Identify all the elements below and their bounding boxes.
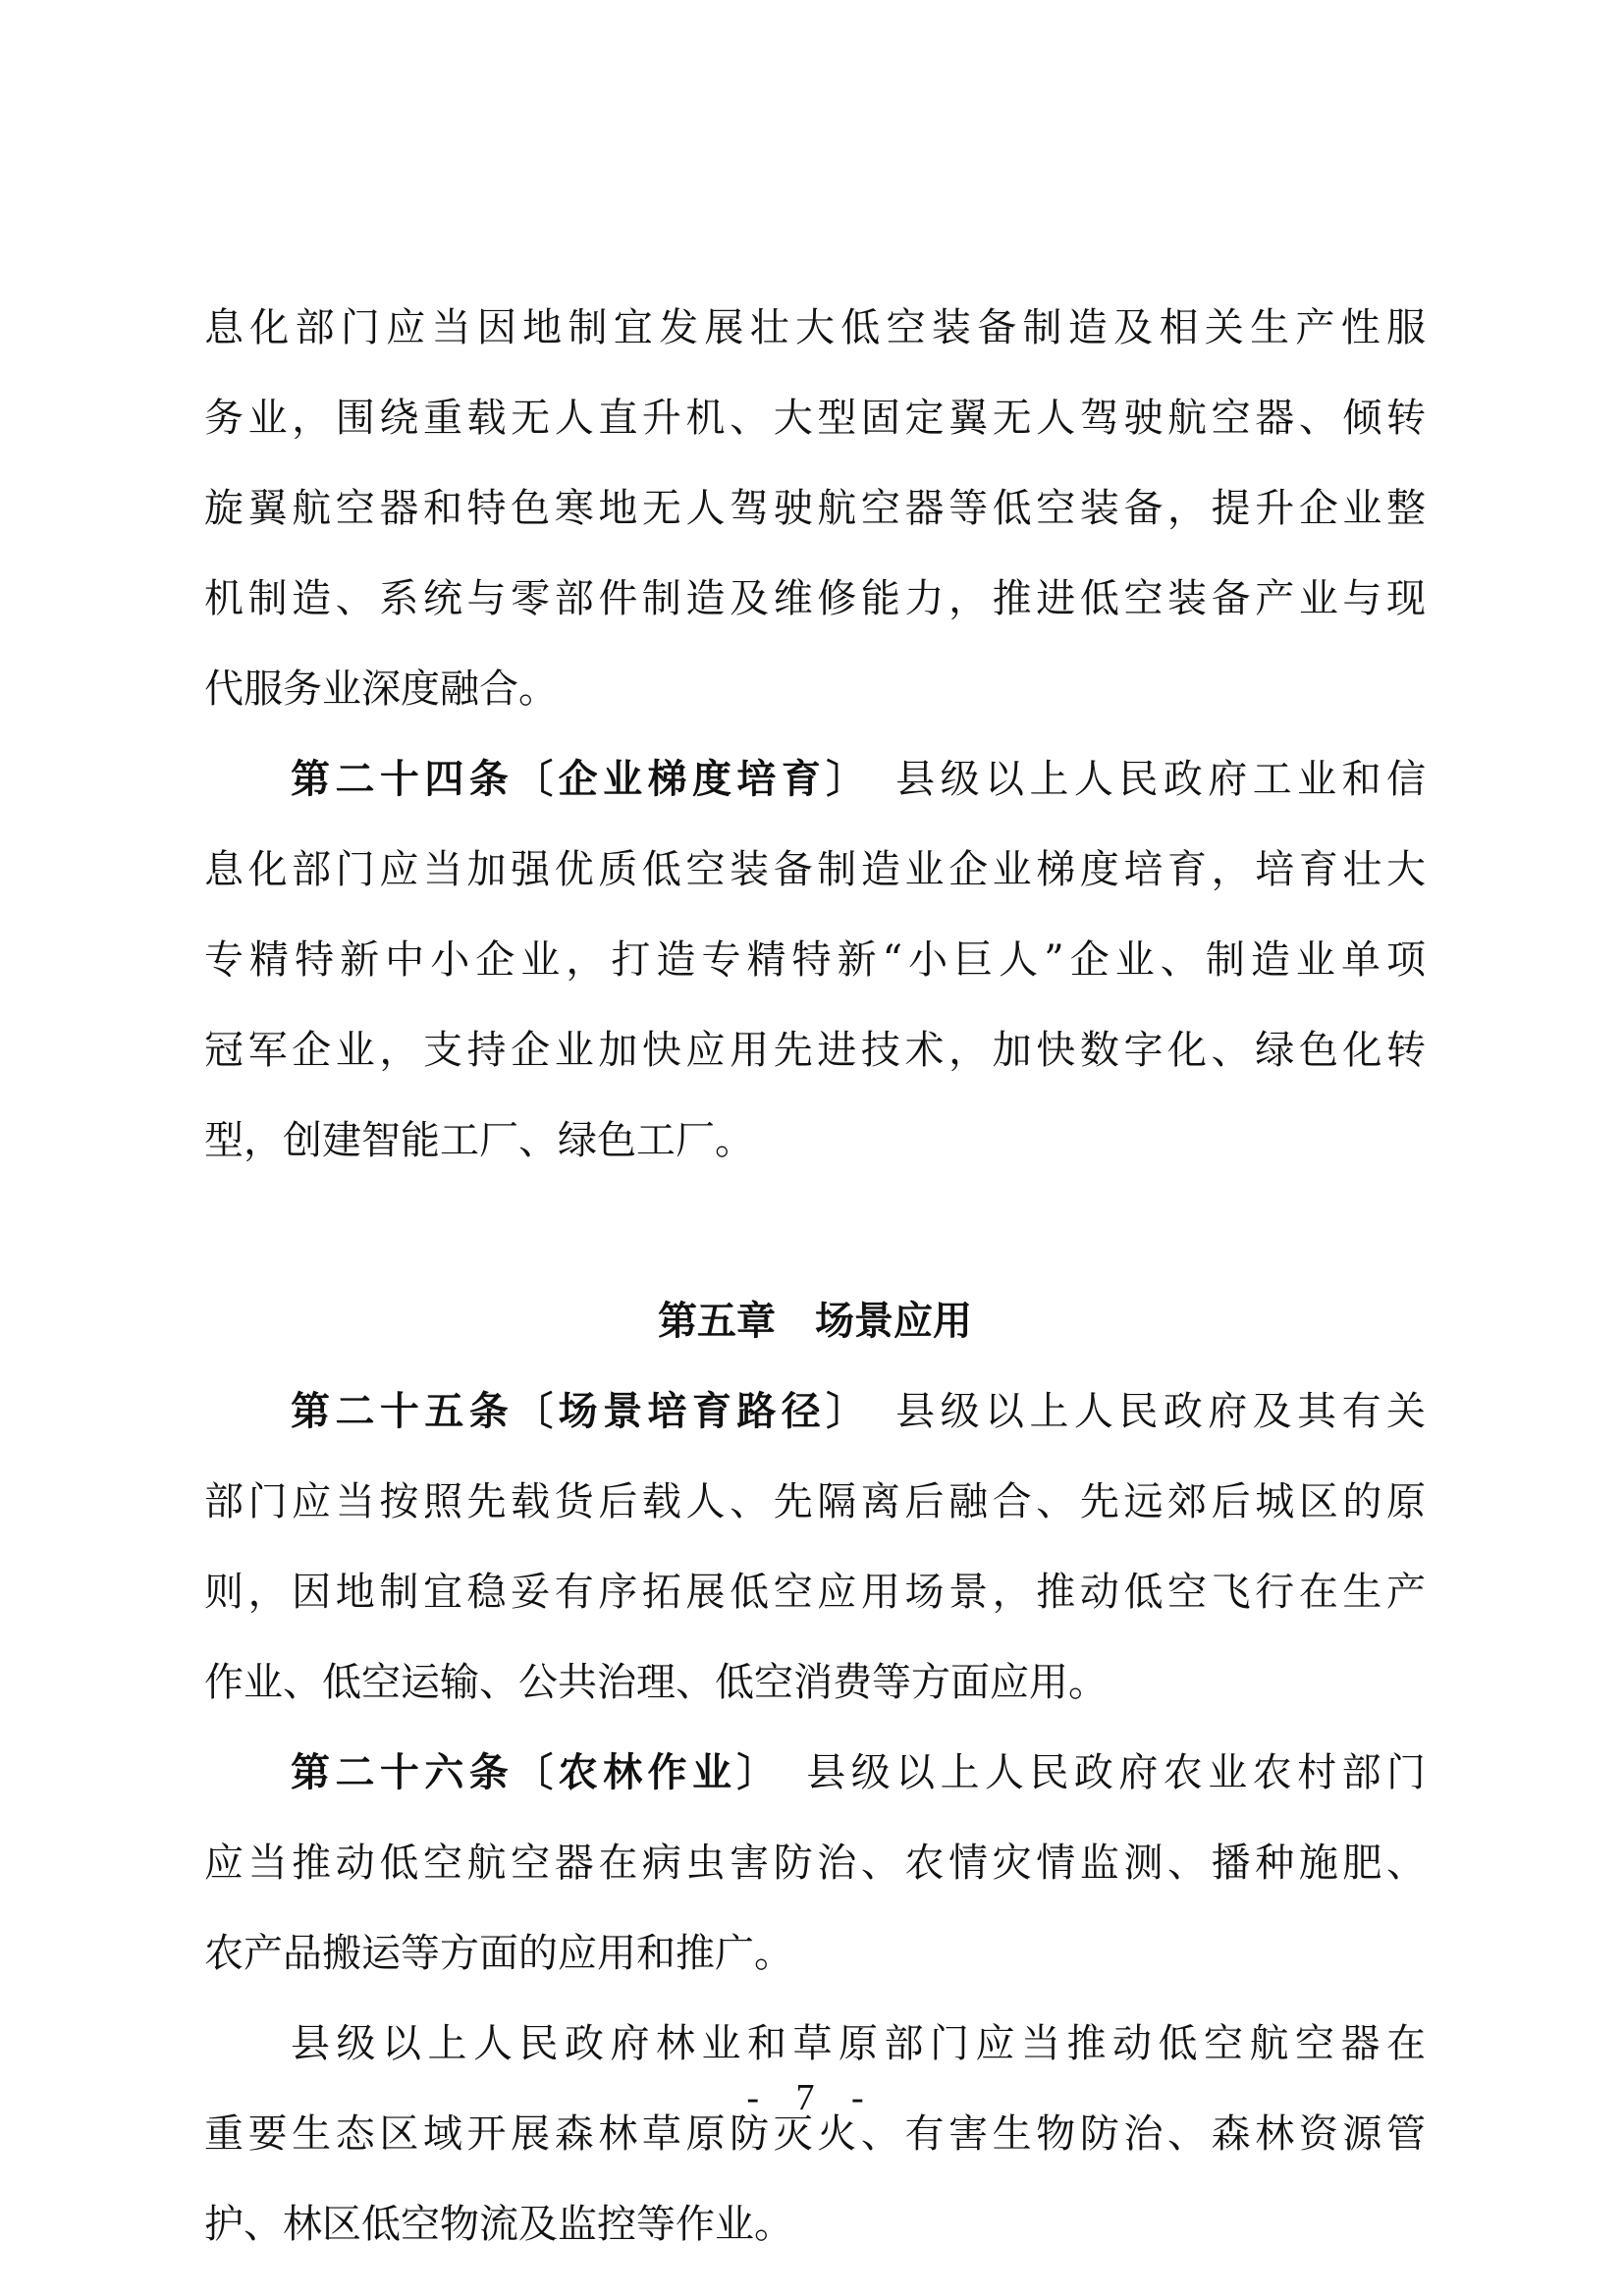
article-text: 县级以上人民政府及其有关 xyxy=(850,1389,1427,1434)
document-body xyxy=(204,283,1426,2269)
article-first-line xyxy=(204,1728,1426,1818)
text-line: 县级以上人民政府林业和草原部门应当推动低空航空器在 xyxy=(291,2021,1426,2066)
paragraph-forestry xyxy=(204,1999,1426,2269)
text-line: 冠军企业，支持企业加快应用先进技术，加快数字化、绿色化转 xyxy=(204,1028,1426,1073)
paragraph-continued xyxy=(204,283,1426,734)
article-first-line xyxy=(204,1366,1426,1457)
text-line: 部门应当按照先载货后载人、先隔离后融合、先远郊后城区的原 xyxy=(204,1479,1426,1524)
article-25 xyxy=(204,1366,1426,1728)
chapter-heading: 第五章 场景应用 xyxy=(658,1299,972,1344)
text-line: 则，因地制宜稳妥有序拓展低空应用场景，推动低空飞行在生产 xyxy=(204,1570,1426,1615)
text-line: 作业、低空运输、公共治理、低空消费等方面应用。 xyxy=(204,1660,1108,1705)
article-first-line xyxy=(204,734,1426,825)
text-line: 应当推动低空航空器在病虫害防治、农情灾情监测、播种施肥、 xyxy=(204,1841,1426,1886)
text-line: 旋翼航空器和特色寒地无人驾驶航空器等低空装备，提升企业整 xyxy=(204,486,1426,531)
article-title: 第二十六条〔农林作业〕 xyxy=(291,1750,762,1795)
text-line: 代服务业深度融合。 xyxy=(204,667,558,712)
text-line: 护、林区低空物流及监控等作业。 xyxy=(204,2202,793,2247)
section-gap xyxy=(204,1186,1426,1276)
article-24 xyxy=(204,734,1426,1186)
text-line: 息化部门应当因地制宜发展壮大低空装备制造及相关生产性服 xyxy=(204,305,1426,350)
article-title: 第二十五条〔场景培育路径〕 xyxy=(291,1389,851,1434)
article-26 xyxy=(204,1728,1426,1999)
text-line: 专精特新中小企业，打造专精特新“小巨人”企业、制造业单项 xyxy=(204,937,1426,983)
page-number: - 7 - xyxy=(746,2077,878,2118)
text-line: 重要生态区域开展森林草原防灭火、有害生物防治、森林资源管 xyxy=(204,2111,1426,2157)
text-line: 息化部门应当加强优质低空装备制造业企业梯度培育，培育壮大 xyxy=(204,847,1426,892)
text-line: 机制造、系统与零部件制造及维修能力，推进低空装备产业与现 xyxy=(204,576,1426,621)
text-line: 农产品搬运等方面的应用和推广。 xyxy=(204,1931,793,1976)
text-line: 型，创建智能工厂、绿色工厂。 xyxy=(204,1118,754,1163)
article-title: 第二十四条〔企业梯度培育〕 xyxy=(291,757,851,802)
text-line: 务业，围绕重载无人直升机、大型固定翼无人驾驶航空器、倾转 xyxy=(204,396,1426,441)
article-text: 县级以上人民政府农业农村部门 xyxy=(761,1750,1427,1795)
article-text: 县级以上人民政府工业和信 xyxy=(850,757,1427,802)
